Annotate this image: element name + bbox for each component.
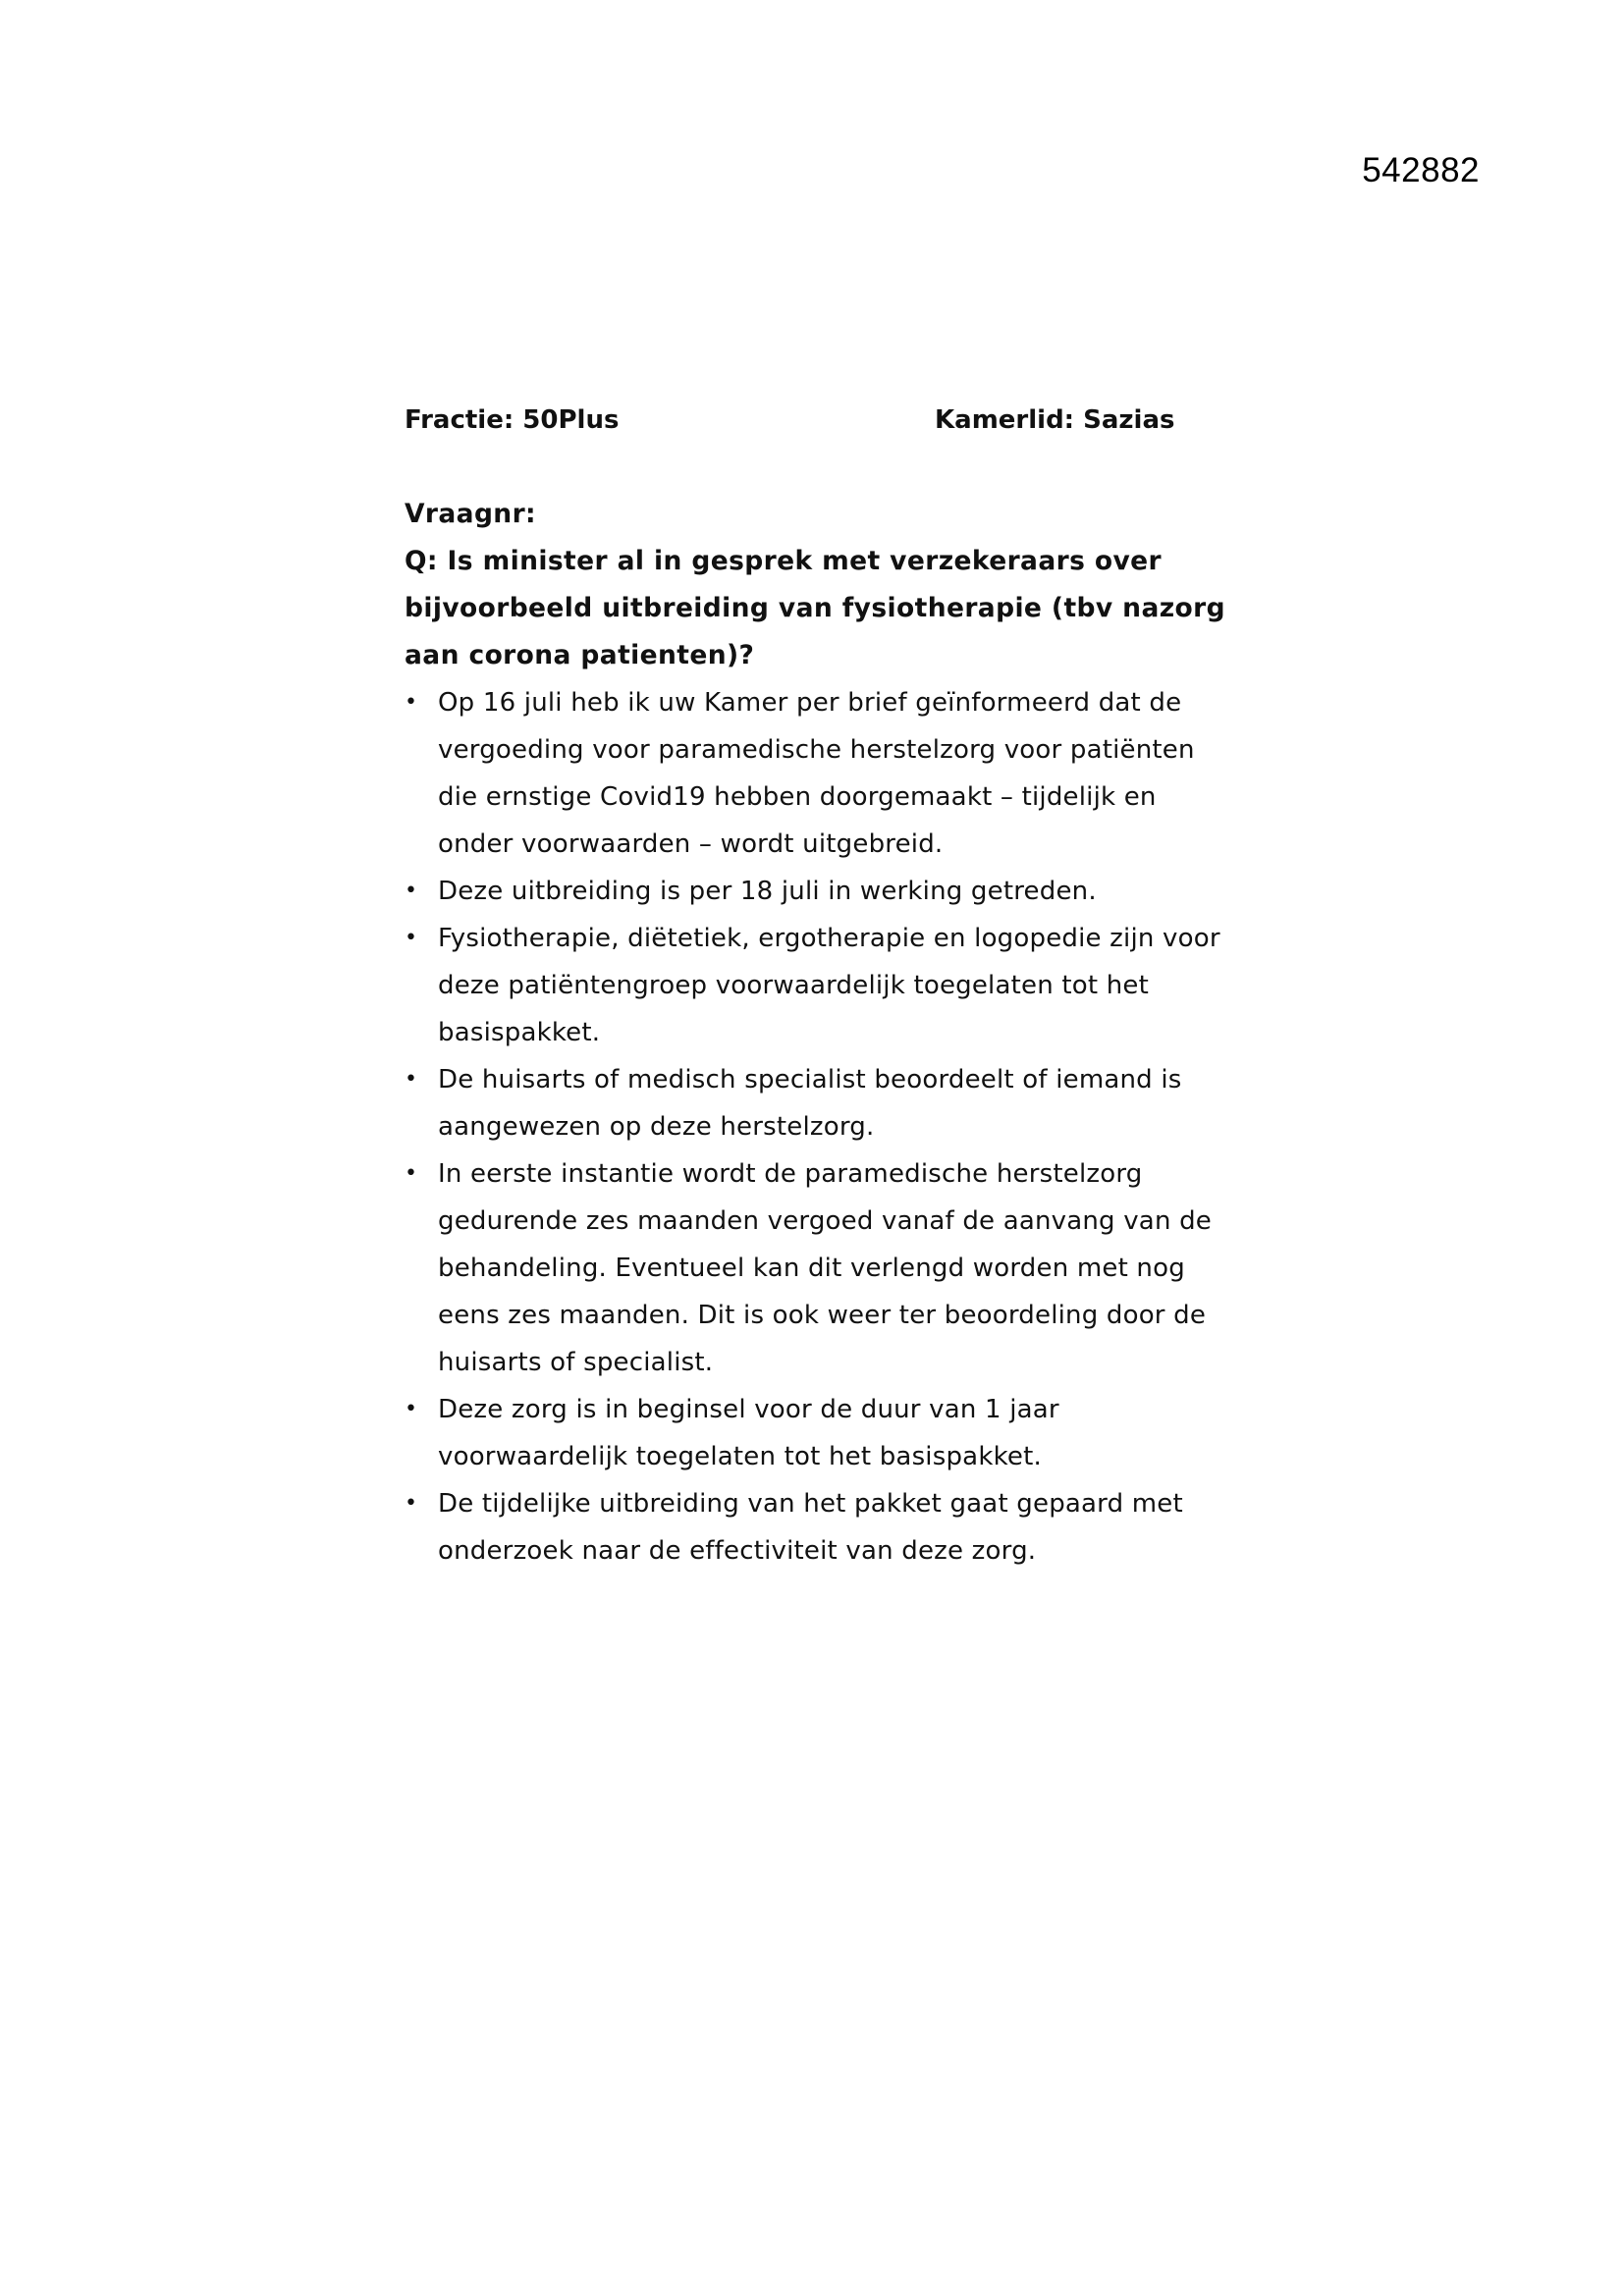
answer-line: gedurende zes maanden vergoed vanaf de aanvang van de	[438, 1206, 1212, 1236]
answer-line: voorwaardelijk toegelaten tot het basispakket.	[438, 1442, 1042, 1471]
answer-line: behandeling. Eventueel kan dit verlengd worden met nog	[438, 1254, 1185, 1283]
answer-line: huisarts of specialist.	[438, 1348, 714, 1377]
answer-line: eens zes maanden. Dit is ook weer ter beoordeling door de	[438, 1301, 1207, 1330]
answer-item	[405, 1150, 1239, 1386]
answer-line: Deze uitbreiding is per 18 juli in werking getreden.	[438, 877, 1097, 906]
answer-line: Fysiotherapie, diëtetiek, ergotherapie en logopedie zijn voor	[438, 924, 1220, 953]
document-body	[405, 397, 1239, 1575]
answer-line: De tijdelijke uitbreiding van het pakket gaat gepaard met	[438, 1489, 1183, 1519]
answer-line: De huisarts of medisch specialist beoordeelt of iemand is	[438, 1065, 1182, 1095]
bullet-icon: •	[405, 1067, 418, 1092]
answer-line: aangewezen op deze herstelzorg.	[438, 1112, 875, 1142]
answer-line: In eerste instantie wordt de paramedische herstelzorg	[438, 1159, 1143, 1189]
question-line: Q: Is minister al in gesprek met verzekeraars over	[405, 546, 1163, 576]
answer-line: Op 16 juli heb ik uw Kamer per brief geïnformeerd dat de	[438, 688, 1182, 718]
fractie-label: Fractie: 50Plus	[405, 405, 620, 435]
answer-line: die ernstige Covid19 hebben doorgemaakt – tijdelijk en	[438, 782, 1157, 812]
kamerlid-label: Kamerlid: Sazias	[935, 405, 1175, 435]
vraagnr-label: Vraagnr:	[405, 499, 537, 529]
header-row	[405, 397, 1239, 444]
bullet-icon: •	[405, 1397, 418, 1421]
answer-item	[405, 1056, 1239, 1150]
question-line: bijvoorbeeld uitbreiding van fysiotherapie (tbv nazorg	[405, 593, 1225, 623]
answer-list	[405, 679, 1239, 1575]
answer-line: deze patiëntengroep voorwaardelijk toegelaten tot het	[438, 971, 1149, 1000]
question-line: aan corona patienten)?	[405, 640, 755, 670]
answer-line: Deze zorg is in beginsel voor de duur van 1 jaar	[438, 1395, 1059, 1424]
answer-item	[405, 1480, 1239, 1575]
answer-line: onder voorwaarden – wordt uitgebreid.	[438, 829, 944, 859]
answer-item	[405, 915, 1239, 1056]
answer-item	[405, 679, 1239, 868]
bullet-icon: •	[405, 1491, 418, 1516]
bullet-icon: •	[405, 690, 418, 715]
bullet-icon: •	[405, 926, 418, 950]
bullet-icon: •	[405, 879, 418, 903]
answer-line: basispakket.	[438, 1018, 601, 1047]
answer-item	[405, 868, 1239, 915]
answer-item	[405, 1386, 1239, 1480]
question-block	[405, 491, 1239, 679]
document-number: 542882	[1362, 151, 1480, 189]
answer-line: vergoeding voor paramedische herstelzorg voor patiënten	[438, 735, 1195, 765]
bullet-icon: •	[405, 1161, 418, 1186]
answer-line: onderzoek naar de effectiviteit van deze zorg.	[438, 1536, 1037, 1566]
